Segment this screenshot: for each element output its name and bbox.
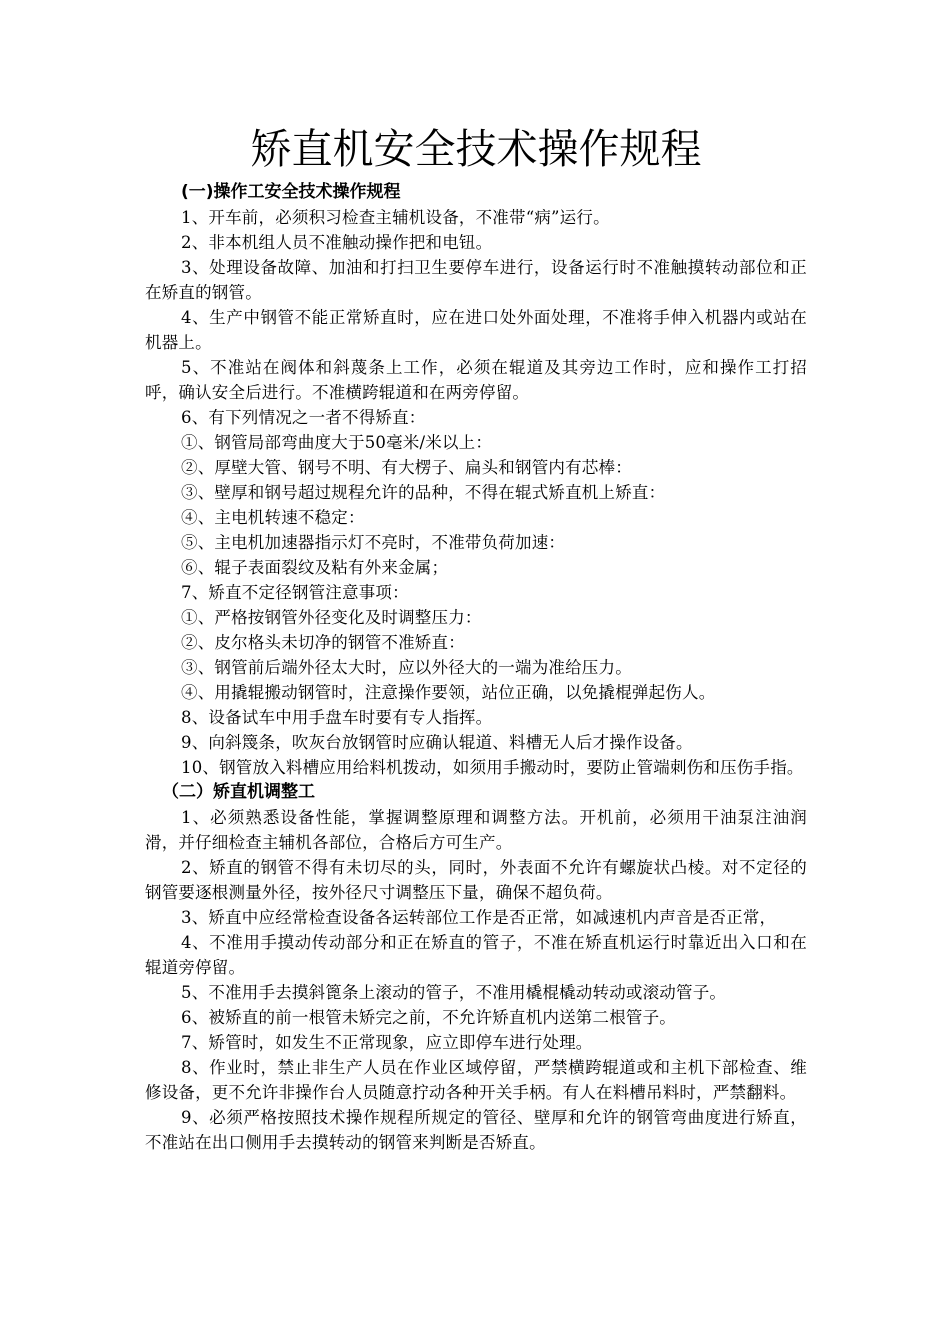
list-item: 10、钢管放入料槽应用给料机拨动，如须用手搬动时，要防止管端刺伤和压伤手指。 [181, 758, 804, 777]
list-item: ③、壁厚和钢号超过规程允许的品种，不得在辊式矫直机上矫直： [181, 483, 666, 502]
list-item: ④、主电机转速不稳定： [181, 508, 365, 527]
list-item: ⑥、辊子表面裂纹及粘有外来金属； [181, 558, 449, 577]
document-page [145, 118, 807, 1155]
list-item: 9、向斜篾条，吹灰台放钢管时应确认辊道、料槽无人后才操作设备。 [181, 733, 693, 752]
list-item: ②、厚壁大管、钢号不明、有大楞子、扁头和钢管内有芯棒： [181, 458, 632, 477]
list-item: 5、不准用手去摸斜篦条上滚动的管子，不准用橇棍橇动转动或滚动管子。 [181, 983, 727, 1002]
list-item: 1、开车前，必须积习检查主辅机设备，不准带“病”运行。 [181, 208, 610, 227]
list-item: 2、矫直的钢管不得有未切尽的头，同时，外表面不允许有螺旋状凸棱。对不定径的钢管要逐根测量外径，按外径尺寸调整压下量，确保不超负荷。 [145, 858, 807, 902]
section-heading: （二）矫直机调整工 [162, 782, 315, 802]
list-item: 6、被矫直的前一根管未矫完之前，不允许矫直机内送第二根管子。 [181, 1008, 676, 1027]
list-item: 9、必须严格按照技术操作规程所规定的管径、壁厚和允许的钢管弯曲度进行矫直，不准站在出口侧用手去摸转动的钢管来判断是否矫直。 [145, 1108, 807, 1152]
list-item: 8、作业时，禁止非生产人员在作业区域停留，严禁横跨辊道或和主机下部检查、维修设备，更不允许非操作台人员随意拧动各种开关手柄。有人在料槽吊料时，严禁翻料。 [145, 1058, 807, 1102]
list-item: ③、钢管前后端外径太大时，应以外径大的一端为准给压力。 [181, 658, 632, 677]
list-item: ⑤、主电机加速器指示灯不亮时，不准带负荷加速： [181, 533, 566, 552]
list-item: 5、不准站在阀体和斜蔑条上工作，必须在辊道及其旁边工作时，应和操作工打招呼，确认安全后进行。不准横跨辊道和在两旁停留。 [145, 358, 807, 402]
list-item: 2、非本机组人员不准触动操作把和电钮。 [181, 233, 493, 252]
list-item: 1、必须熟悉设备性能，掌握调整原理和调整方法。开机前，必须用干油泵注油润滑，并仔细检查主辅机各部位，合格后方可生产。 [145, 808, 807, 852]
list-item: 7、矫管时，如发生不正常现象，应立即停车进行处理。 [181, 1033, 593, 1052]
list-item: ④、用撬辊搬动钢管时，注意操作要领，站位正确，以免撬棍弹起伤人。 [181, 683, 716, 702]
section-heading: (一)操作工安全技术操作规程 [181, 182, 401, 202]
section-operator [145, 180, 807, 780]
list-item: 4、生产中钢管不能正常矫直时，应在进口处外面处理，不准将手伸入机器内或站在机器上。 [145, 308, 807, 352]
list-item: 7、矫直不定径钢管注意事项： [181, 583, 409, 602]
list-item: 3、处理设备故障、加油和打扫卫生要停车进行，设备运行时不准触摸转动部位和正在矫直的钢管。 [145, 258, 807, 302]
list-item: 6、有下列情况之一者不得矫直： [181, 408, 426, 427]
document-title: 矫直机安全技术操作规程 [250, 125, 702, 173]
list-item: 4、不准用手摸动传动部分和正在矫直的管子，不准在矫直机运行时靠近出入口和在辊道旁停留。 [145, 933, 807, 977]
list-item: 3、矫直中应经常检查设备各运转部位工作是否正常，如减速机内声音是否正常， [181, 908, 777, 927]
list-item: ②、皮尔格头未切净的钢管不准矫直： [181, 633, 465, 652]
list-item: ①、严格按钢管外径变化及时调整压力： [181, 608, 482, 627]
list-item: 8、设备试车中用手盘车时要有专人指挥。 [181, 708, 493, 727]
list-item: ①、钢管局部弯曲度大于50毫米/米以上： [181, 433, 493, 452]
section-adjuster [145, 780, 807, 1155]
